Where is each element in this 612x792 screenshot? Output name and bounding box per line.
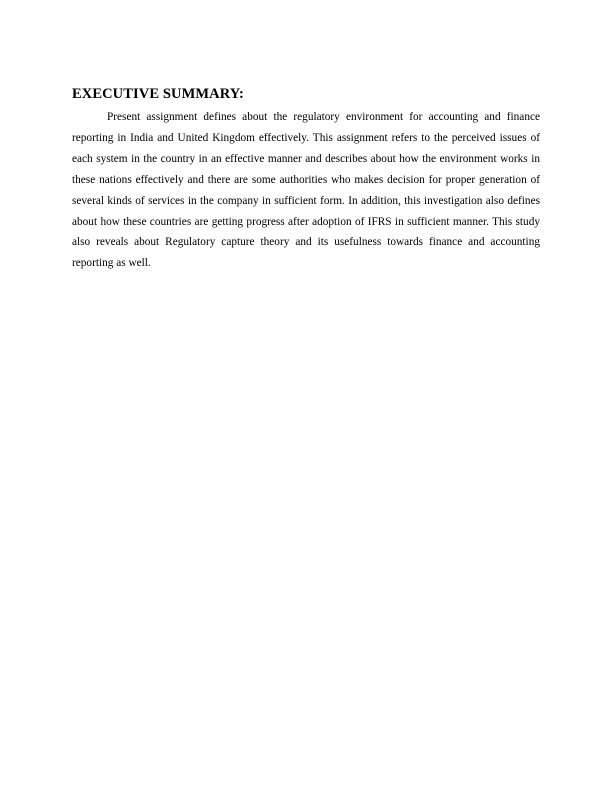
page-content: [72, 85, 540, 274]
section-heading: EXECUTIVE SUMMARY:: [72, 86, 244, 102]
summary-paragraph: Present assignment defines about the regulatory environment for accounting and finance reporting in India and United Kingdom effectively. This assignment refers to the perceived issues of each system in the country in an effective manner and describes about how the environment works in these nations effectively and there are some authorities who makes decision for proper generation of several kinds of services in the company in sufficient form. In addition, this investigation also defines about how these countries are getting progress after adoption of IFRS in sufficient manner. This study also reveals about Regulatory capture theory and its usefulness towards finance and accounting reporting as well.: [72, 111, 540, 270]
